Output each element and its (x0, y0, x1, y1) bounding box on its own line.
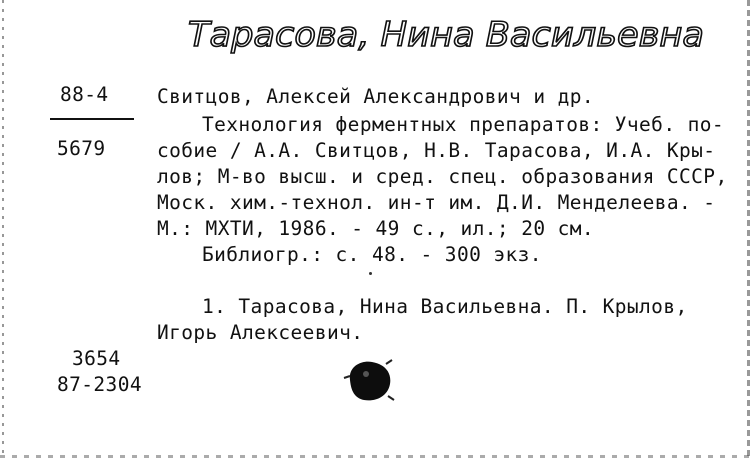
record-line-4: Моск. хим.-технол. ин-т им. Д.И. Менделеева. - (157, 191, 716, 214)
handwritten-name-text: Тарасова, Нина Васильевна (188, 15, 704, 55)
author-heading: Свитцов, Алексей Александрович и др. (157, 85, 595, 108)
ink-speck (369, 272, 372, 275)
card-left-edge (2, 0, 4, 458)
divider-line (50, 118, 134, 120)
inventory-number-1: 3654 (72, 347, 121, 370)
record-line-5: М.: МХТИ, 1986. - 49 с., ил.; 20 см. (157, 217, 595, 240)
record-line-6: Библиогр.: с. 48. - 300 экз. (202, 243, 542, 266)
class-code: 88-4 (60, 83, 109, 106)
handwritten-name (186, 8, 706, 56)
tracings-line-1: 1. Тарасова, Нина Васильевна. П. Крылов, (202, 295, 688, 318)
record-line-1: Технология ферментных препаратов: Учеб. по- (202, 113, 725, 136)
card-number: 5679 (57, 137, 106, 160)
record-line-2: собие / А.А. Свитцов, Н.В. Тарасова, И.А. Кры- (157, 139, 716, 162)
tracings-line-2: Игорь Алексеевич. (157, 321, 364, 344)
inventory-number-2: 87-2304 (57, 373, 142, 396)
record-line-3: лов; М-во высш. и сред. спец. образования СССР, (157, 165, 728, 188)
punch-hole (340, 356, 396, 404)
